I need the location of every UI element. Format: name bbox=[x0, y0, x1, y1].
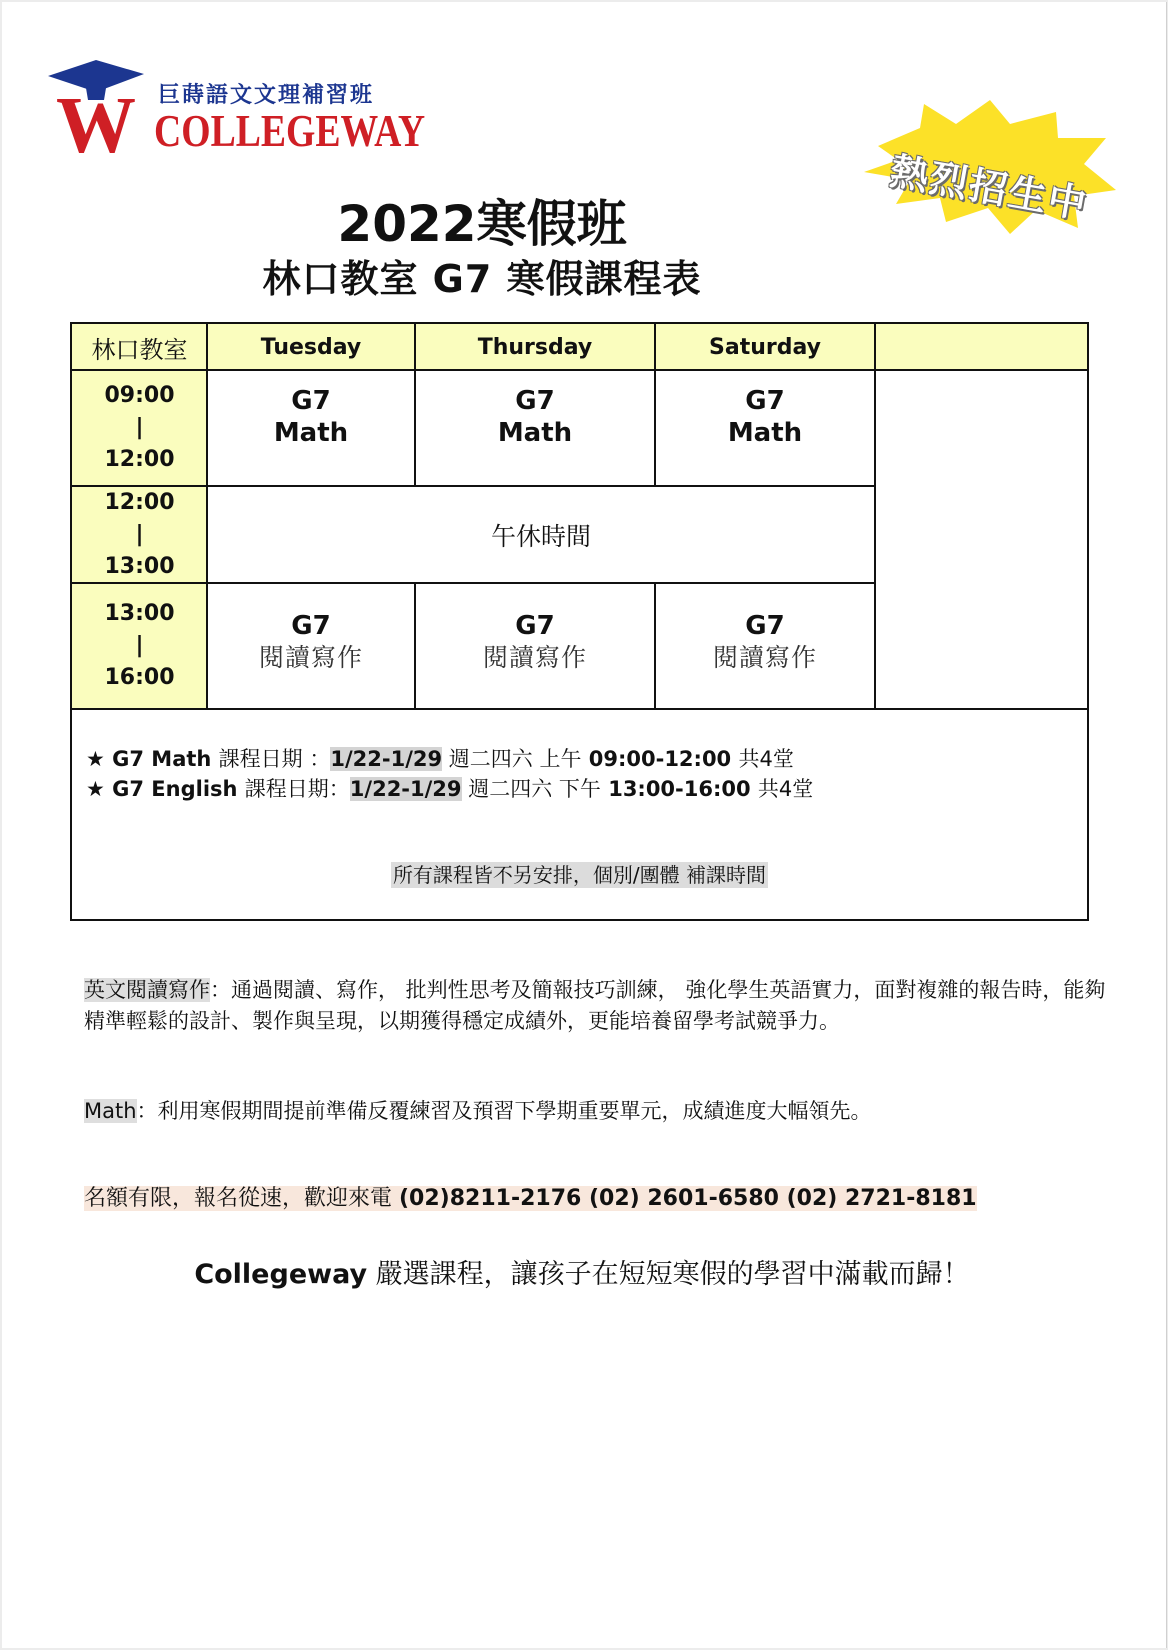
english-course-description bbox=[84, 975, 1114, 1037]
logo-letter: W bbox=[56, 82, 136, 160]
grid-line bbox=[414, 324, 416, 370]
course-grade: G7 bbox=[515, 611, 555, 641]
note-separator: ： bbox=[309, 747, 331, 771]
closing-brand: Collegeway bbox=[194, 1259, 368, 1290]
note-english-dates bbox=[86, 774, 1066, 804]
makeup-policy-note bbox=[72, 859, 1087, 888]
note-days: 週二四六 bbox=[461, 777, 559, 801]
note-time: 13:00-16:00 bbox=[600, 777, 758, 801]
class-cell-tuesday-afternoon bbox=[207, 583, 415, 709]
math-course-description bbox=[84, 1096, 1114, 1127]
course-grade: G7 bbox=[745, 386, 785, 416]
english-course-body: ：通過閱讀、寫作， 批判性思考及簡報技巧訓練， 強化學生英語實力，面對複雜的報告時，能夠精準輕鬆的設計、製作與呈現，以期獲得穩定成績外，更能培養留學考試競爭力。 bbox=[84, 978, 1106, 1033]
flyer-page bbox=[2, 2, 1167, 1648]
grid-line bbox=[72, 369, 1087, 371]
time-end: 13:00 bbox=[104, 553, 175, 579]
badge-text: 熱烈招生中 bbox=[886, 148, 1092, 227]
grid-line bbox=[414, 583, 416, 709]
makeup-policy-text: 所有課程皆不另安排，個別/團體 補課時間 bbox=[392, 863, 767, 887]
logo-chinese-name: 巨蒔語文文理補習班 bbox=[158, 82, 375, 108]
time-end: 12:00 bbox=[104, 447, 175, 472]
course-grade: G7 bbox=[515, 386, 555, 416]
note-label: 課程日期 bbox=[218, 747, 310, 771]
day-header-thursday: Thursday bbox=[415, 324, 655, 370]
note-total: 共4堂 bbox=[738, 747, 794, 771]
math-course-label: Math bbox=[84, 1099, 137, 1123]
english-course-label: 英文閱讀寫作 bbox=[84, 978, 210, 1002]
course-name: Math bbox=[497, 418, 573, 448]
time-start: 12:00 bbox=[104, 489, 175, 515]
closing-slogan bbox=[2, 1252, 1162, 1291]
closing-text: 嚴選課程，讓孩子在短短寒假的學習中滿載而歸！ bbox=[367, 1259, 970, 1290]
note-date-range: 1/22-1/29 bbox=[349, 777, 462, 801]
time-start: 09:00 bbox=[104, 383, 175, 408]
note-period: 上午 bbox=[539, 747, 582, 771]
course-grade: G7 bbox=[291, 386, 331, 416]
grid-line bbox=[72, 582, 875, 584]
contact-info bbox=[84, 1183, 1114, 1214]
note-total: 共4堂 bbox=[757, 777, 814, 801]
math-course-body: ：利用寒假期間提前準備反覆練習及預習下學期重要單元，成績進度大幅領先。 bbox=[136, 1099, 872, 1123]
note-label: 課程日期 bbox=[244, 777, 329, 801]
note-separator: ： bbox=[328, 777, 350, 801]
note-period: 下午 bbox=[558, 777, 601, 801]
grid-line bbox=[414, 370, 416, 486]
time-slot-lunch bbox=[72, 486, 207, 583]
note-time: 09:00-12:00 bbox=[581, 747, 739, 771]
day-header-tuesday: Tuesday bbox=[207, 324, 415, 370]
page-subtitle: 林口教室 G7 寒假課程表 bbox=[262, 257, 702, 301]
time-separator: | bbox=[135, 415, 144, 440]
note-prefix: ★ G7 Math bbox=[86, 747, 219, 771]
note-prefix: ★ G7 English bbox=[86, 777, 245, 801]
class-cell-saturday-afternoon bbox=[655, 583, 875, 709]
note-math-dates bbox=[86, 744, 1066, 774]
course-name: 閱讀寫作 bbox=[712, 643, 817, 672]
note-days: 週二四六 bbox=[442, 747, 540, 771]
schedule-table bbox=[70, 322, 1089, 921]
grid-line bbox=[874, 324, 876, 709]
note-date-range: 1/22-1/29 bbox=[330, 747, 443, 771]
graduation-cap-w-logo-icon bbox=[46, 60, 156, 160]
collegeway-logo bbox=[46, 60, 426, 170]
course-name: Math bbox=[727, 418, 803, 448]
time-separator: | bbox=[135, 521, 144, 547]
class-cell-tuesday-morning bbox=[207, 370, 415, 486]
time-end: 16:00 bbox=[104, 665, 175, 690]
course-name: 閱讀寫作 bbox=[258, 643, 363, 672]
grid-line bbox=[654, 324, 656, 486]
schedule-notes bbox=[86, 744, 1066, 804]
time-slot-morning bbox=[72, 370, 207, 486]
grid-line bbox=[72, 485, 875, 487]
class-cell-saturday-morning bbox=[655, 370, 875, 486]
grid-line bbox=[72, 708, 1087, 710]
page-title: 2022寒假班 bbox=[337, 195, 627, 253]
course-name: Math bbox=[273, 418, 349, 448]
lunch-break-cell: 午休時間 bbox=[490, 521, 591, 551]
time-separator: | bbox=[135, 633, 144, 658]
contact-phones: (02)8211-2176 (02) 2601-6580 (02) 2721-8181 bbox=[399, 1186, 977, 1211]
empty-header bbox=[875, 324, 1087, 370]
class-cell-thursday-morning bbox=[415, 370, 655, 486]
corner-header: 林口教室 bbox=[72, 324, 207, 370]
time-start: 13:00 bbox=[104, 601, 175, 626]
course-name: 閱讀寫作 bbox=[482, 643, 587, 672]
grid-line bbox=[654, 583, 656, 709]
logo-english-name: COLLEGEWAY bbox=[154, 105, 426, 156]
class-cell-thursday-afternoon bbox=[415, 583, 655, 709]
contact-text: 名額有限，報名從速，歡迎來電 bbox=[84, 1186, 399, 1211]
course-grade: G7 bbox=[745, 611, 785, 641]
day-header-saturday: Saturday bbox=[655, 324, 875, 370]
grid-line bbox=[206, 324, 208, 709]
time-slot-afternoon bbox=[72, 583, 207, 709]
course-grade: G7 bbox=[291, 611, 331, 641]
